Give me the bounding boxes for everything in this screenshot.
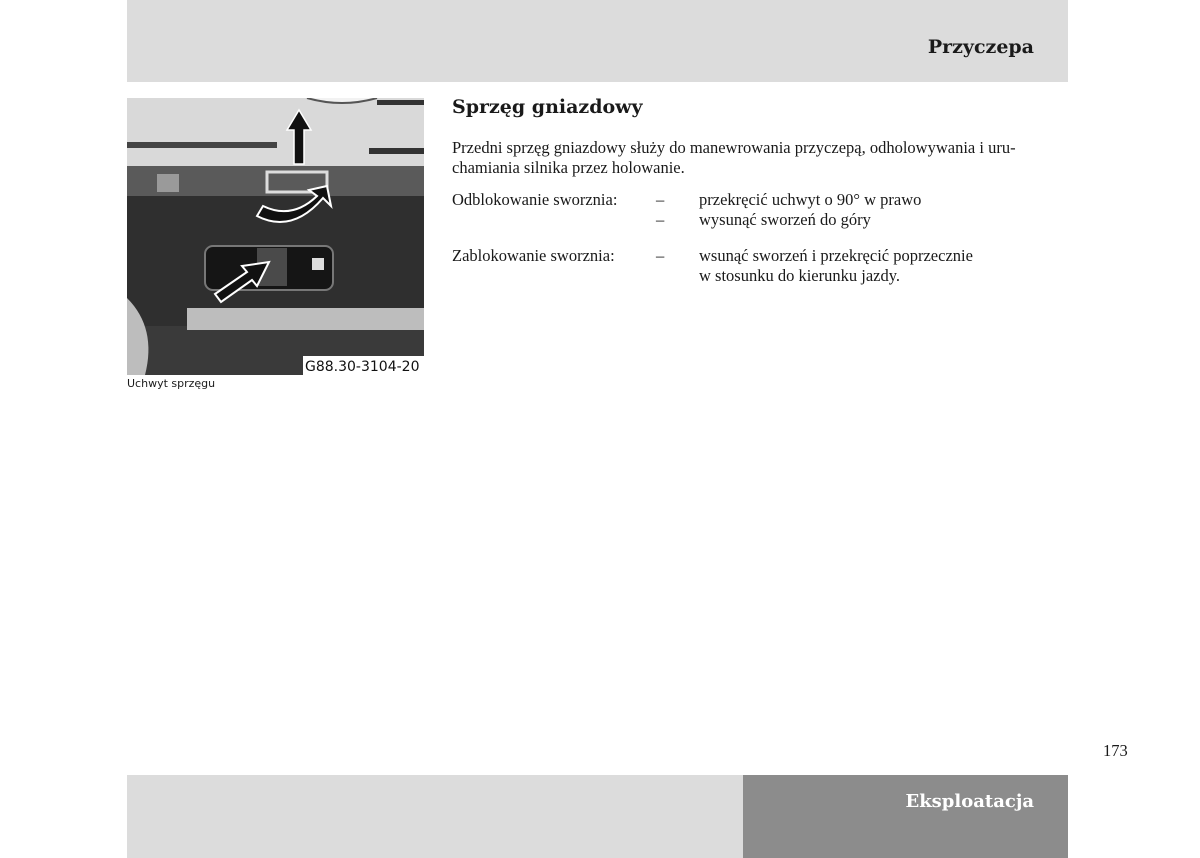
unlock-label: Odblokowanie sworznia:	[452, 190, 618, 209]
list-item	[452, 210, 1068, 230]
list-dash: –	[656, 246, 665, 265]
page-number: 173	[1103, 741, 1128, 760]
unlock-step-1: przekręcić uchwyt o 90° w prawo	[699, 190, 922, 209]
footer-section-tab	[743, 775, 1068, 858]
unlock-instructions	[452, 190, 1068, 230]
lock-step-2: w stosunku do kierunku jazdy.	[699, 266, 901, 285]
intro-line-2: chamiania silnika przez holowanie.	[452, 158, 685, 177]
list-item	[452, 190, 1068, 210]
coupling-photo	[127, 98, 424, 375]
list-item	[452, 266, 1068, 286]
intro-paragraph	[452, 138, 1068, 178]
list-dash: –	[656, 190, 665, 209]
image-code: G88.30-3104-20	[305, 359, 420, 375]
lock-label: Zablokowanie sworznia:	[452, 246, 615, 265]
header-bar	[127, 0, 1068, 82]
footer-bar	[127, 775, 743, 858]
coupling-illustration	[127, 98, 424, 375]
list-item	[452, 246, 1068, 266]
lock-step-1: wsunąć sworzeń i przekręcić poprzecznie	[699, 246, 973, 265]
main-content	[452, 96, 1068, 302]
chapter-title: Przyczepa	[927, 36, 1034, 58]
list-dash: –	[656, 210, 665, 229]
unlock-step-2: wysunąć sworzeń do góry	[699, 210, 871, 229]
lock-instructions	[452, 246, 1068, 286]
section-title: Sprzęg gniazdowy	[452, 96, 643, 118]
intro-line-1: Przedni sprzęg gniazdowy służy do manewrowania przyczepą, odholowywania i uru-	[452, 138, 1016, 157]
footer-section-label: Eksploatacja	[905, 791, 1034, 812]
instructions	[452, 190, 1068, 286]
figure-caption: Uchwyt sprzęgu	[127, 377, 216, 390]
